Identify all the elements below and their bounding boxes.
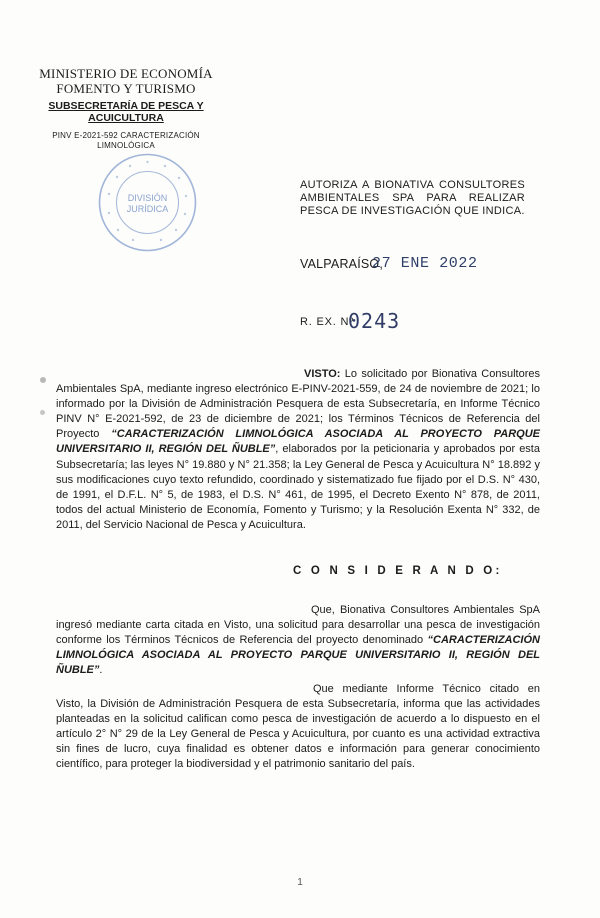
visto-lead: Lo solicitado por Bionativa — [344, 368, 477, 380]
visto-paragraph — [56, 367, 540, 533]
dateline-city: VALPARAÍSO, — [300, 257, 384, 271]
resolution-number: 0243 — [348, 309, 401, 333]
visto-project-title: “CARACTERIZACIÓN LIMNOLÓGICA ASOCIADA AL PROYECTO PARQUE UNIVERSITARIO II, REGIÓN DEL ÑUBLE” — [56, 428, 540, 456]
considerando-paragraph-2 — [56, 682, 540, 773]
ministry-name — [20, 66, 232, 96]
para2-lead: Que mediante Informe Técnico citado — [313, 683, 519, 695]
para1-end: . — [99, 664, 103, 677]
para2-text: en Visto, la División de Administración Pesquera de esta Subsecretaría, informa que las actividades planteadas en la solicitud califican como pesca de investigación de acuerdo a lo dispuesto en el artículo 2° N° 29 de la Ley General de Pesca y Acuicultura, por cuanto es una actividad extractiva sin fines de lucro, cuya finalidad es obtener datos e información para generar conocimiento científico, para proteger la biodiversidad y el patrimonio sanitario del país. — [56, 683, 540, 771]
para1-text: SpA ingresó mediante carta citada en Visto, una solicitud para desarrollar una pesca de investigación conforme los Términos Técnicos de Referencia del proyecto denominado — [56, 604, 540, 647]
para1-lead: Que, Bionativa Consultores Ambientales — [311, 604, 515, 616]
visto-text-before: Consultores Ambientales SpA, mediante ingreso electrónico E-PINV-2021-559, de 24 de noviembre de 2021; lo informado por la División de Administración Pesquera de esta Subsecretaría, en Informe Técnico PINV N° E-2021-592, de 23 de diciembre de 2021; los Términos Técnicos de Referencia del Proyecto — [56, 368, 540, 441]
ministry-line-1: MINISTERIO DE ECONOMÍA — [39, 66, 213, 81]
authorization-summary: AUTORIZA A BIONATIVA CONSULTORES AMBIENTALES SPA PARA REALIZAR PESCA DE INVESTIGACIÓN QUE INDICA. — [300, 179, 525, 217]
margin-mark — [40, 410, 45, 415]
subsecretaria-line-1: SUBSECRETARÍA DE PESCA Y — [48, 100, 204, 112]
dateline-date: 27 ENE 2022 — [372, 255, 478, 272]
visto-text-after: , elaborados por la peticionaria y aprobados por esta Subsecretaría; las leyes N° 19.880 y N° 21.358; la Ley General de Pesca y Acuicultura N° 18.892 y sus modificaciones cuyo texto refundido, coordinado y sistematizado fue fijado por el D.S. N° 430, de 1991, el D.F.L. N° 5, de 1983, el D.S. N° 461, de 1995, el Decreto Exento N° 878, de 2011, todos del actual Ministerio de Economía, Fomento y Turismo; y la Resolución Exenta N° 332, de 2011, del Servicio Nacional de Pesca y Acuicultura. — [56, 443, 540, 531]
resolution-label: R. EX. Nº — [300, 316, 355, 328]
ministry-line-2: FOMENTO Y TURISMO — [56, 81, 196, 96]
reference-line-1: PINV E-2021-592 CARACTERIZACIÓN — [52, 131, 200, 140]
visto-label: VISTO: — [304, 368, 341, 380]
subsecretaria-line-2: ACUICULTURA — [88, 112, 164, 124]
margin-mark — [40, 377, 46, 383]
stamp-line-1: DIVISIÓN — [127, 193, 168, 203]
para1-project-title: “CARACTERIZACIÓN LIMNOLÓGICA ASOCIADA AL PROYECTO PARQUE UNIVERSITARIO II, REGIÓN DEL ÑUBLE” — [56, 634, 540, 677]
subsecretaria-name — [20, 100, 232, 124]
document-reference — [20, 131, 232, 151]
stamp-line-2: JURÍDICA — [126, 204, 169, 214]
considerando-heading: C O N S I D E R A N D O: — [293, 565, 503, 577]
reference-line-2: LIMNOLÓGICA — [97, 141, 155, 150]
considerando-paragraph-1 — [56, 603, 540, 678]
page-number: 1 — [297, 877, 303, 888]
division-juridica-stamp — [95, 150, 200, 255]
